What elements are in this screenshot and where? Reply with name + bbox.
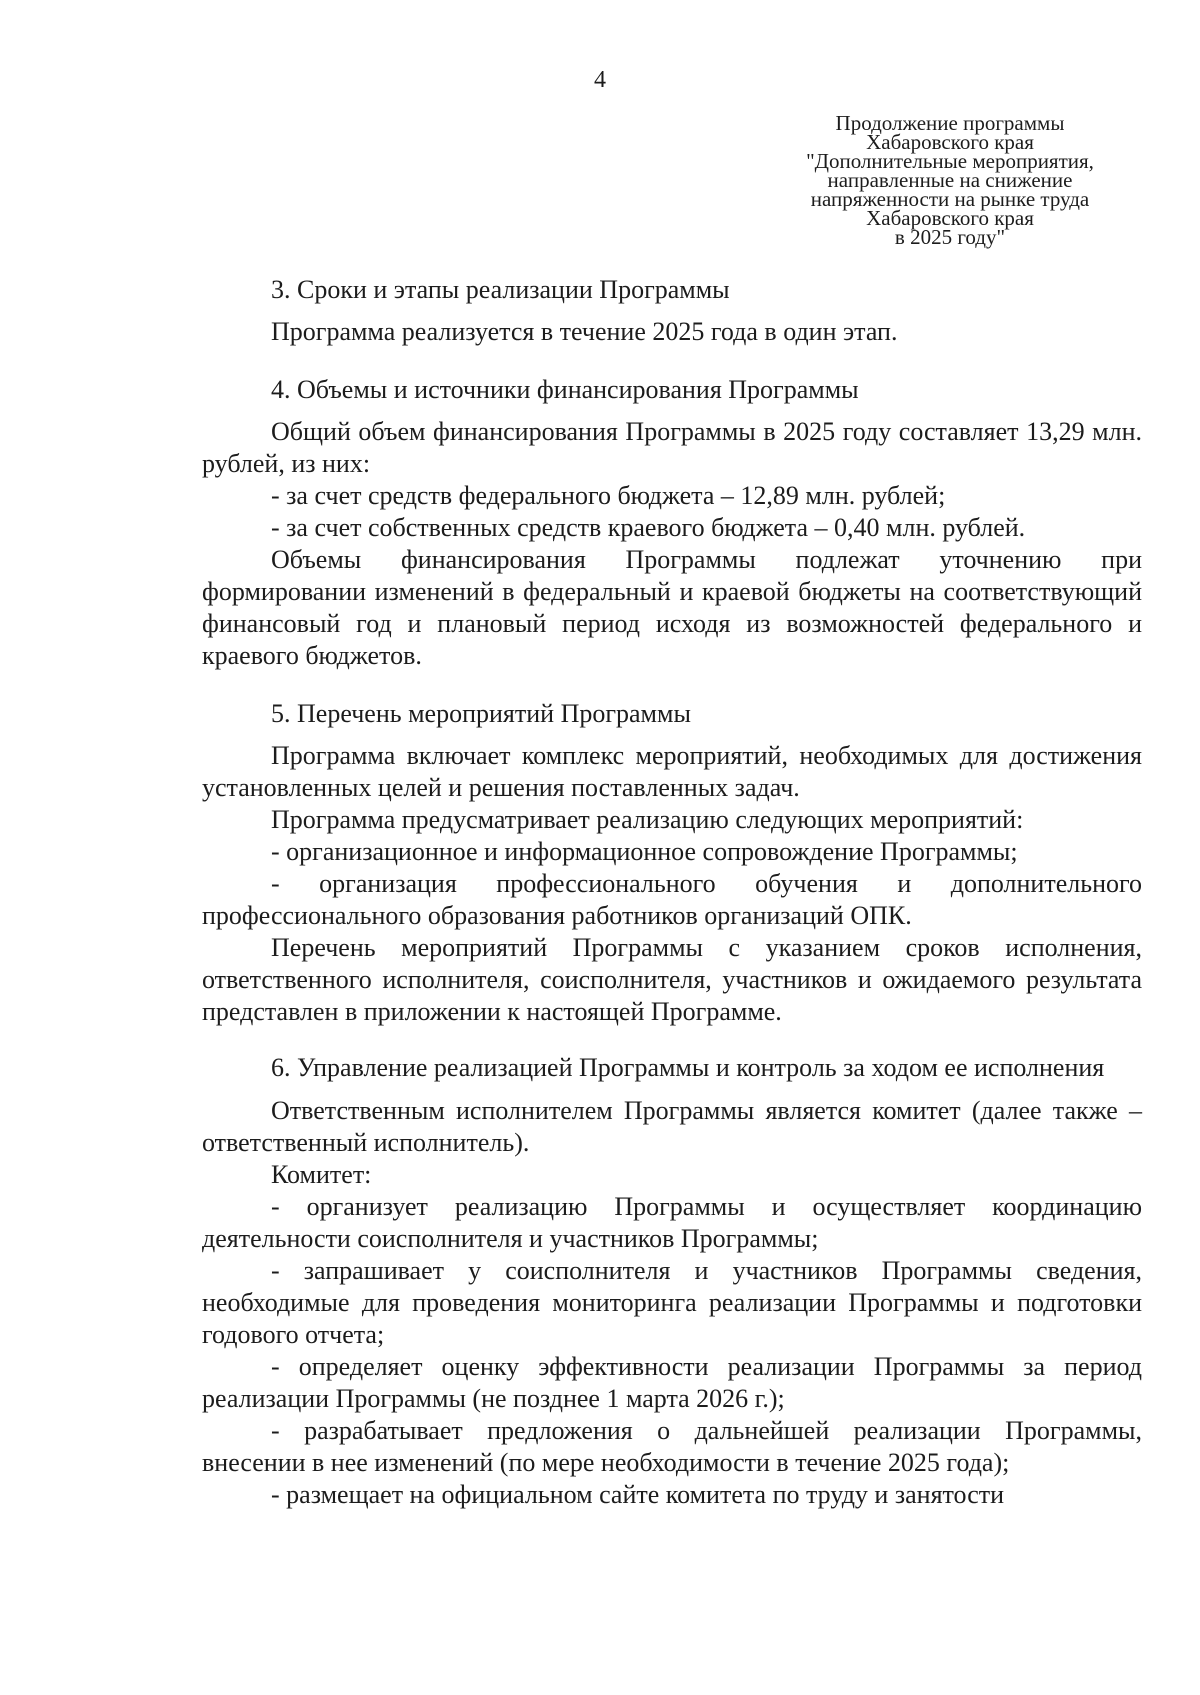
continuation-line: Хабаровского края bbox=[866, 206, 1034, 230]
document-body bbox=[202, 274, 1142, 1511]
continuation-line: Продолжение программы bbox=[835, 111, 1065, 135]
section-3-paragraph: Программа реализуется в течение 2025 года в один этап. bbox=[271, 317, 898, 346]
section-4-heading: 4. Объемы и источники финансирования Программы bbox=[271, 375, 859, 404]
section-6-list-item: - разрабатывает предложения о дальнейшей реализации Программы, внесении в нее изменений (по мере необходимости в течение 2025 года); bbox=[202, 1416, 1142, 1477]
continuation-line: Хабаровского края bbox=[866, 130, 1034, 154]
continuation-line: "Дополнительные мероприятия, bbox=[806, 149, 1094, 173]
section-5-paragraph: Программа включает комплекс мероприятий, необходимых для достижения установленных целей и решения поставленных задач. bbox=[202, 741, 1142, 802]
continuation-line: напряженности на рынке труда bbox=[810, 187, 1090, 211]
section-6-list-item: - размещает на официальном сайте комитета по труду и занятости bbox=[271, 1480, 1005, 1509]
section-5-paragraph: Программа предусматривает реализацию следующих мероприятий: bbox=[271, 805, 1024, 834]
section-6-list-item: - запрашивает у соисполнителя и участников Программы сведения, необходимые для проведения мониторинга реализации Программы и подготовки годового отчета; bbox=[202, 1256, 1142, 1349]
continuation-line: в 2025 году" bbox=[894, 225, 1006, 249]
continuation-header bbox=[700, 111, 1200, 249]
section-4-paragraph: Общий объем финансирования Программы в 2025 году составляет 13,29 млн. рублей, из них: bbox=[202, 417, 1142, 478]
section-5-list-item: - организация профессионального обучения и дополнительного профессионального образования работников организаций ОПК. bbox=[202, 869, 1142, 930]
section-4-list-item: - за счет собственных средств краевого бюджета – 0,40 млн. рублей. bbox=[271, 513, 1026, 542]
section-6-paragraph: Комитет: bbox=[271, 1160, 372, 1189]
section-4-list-item: - за счет средств федерального бюджета – 12,89 млн. рублей; bbox=[271, 481, 946, 510]
continuation-line: направленные на снижение bbox=[827, 168, 1073, 192]
section-6-list-item: - организует реализацию Программы и осуществляет координацию деятельности соисполнителя и участников Программы; bbox=[202, 1192, 1142, 1253]
section-5-paragraph: Перечень мероприятий Программы с указанием сроков исполнения, ответственного исполнителя, соисполнителя, участников и ожидаемого результата представлен в приложении к настоящей Программе. bbox=[202, 933, 1142, 1026]
section-4-paragraph: Объемы финансирования Программы подлежат уточнению при формировании изменений в федеральный и краевой бюджеты на соответствующий финансовый год и плановый период исходя из возможностей федерального и краевого бюджетов. bbox=[202, 545, 1142, 670]
page-number: 4 bbox=[594, 67, 606, 93]
section-6-paragraph: Ответственным исполнителем Программы является комитет (далее также – ответственный исполнитель). bbox=[202, 1096, 1142, 1157]
section-3-heading: 3. Сроки и этапы реализации Программы bbox=[271, 275, 730, 304]
section-5-heading: 5. Перечень мероприятий Программы bbox=[271, 699, 691, 728]
section-6-list-item: - определяет оценку эффективности реализации Программы за период реализации Программы (не позднее 1 марта 2026 г.); bbox=[202, 1352, 1142, 1413]
section-5-list-item: - организационное и информационное сопровождение Программы; bbox=[271, 837, 1018, 866]
section-6-heading: 6. Управление реализацией Программы и контроль за ходом ее исполнения bbox=[271, 1053, 1105, 1082]
